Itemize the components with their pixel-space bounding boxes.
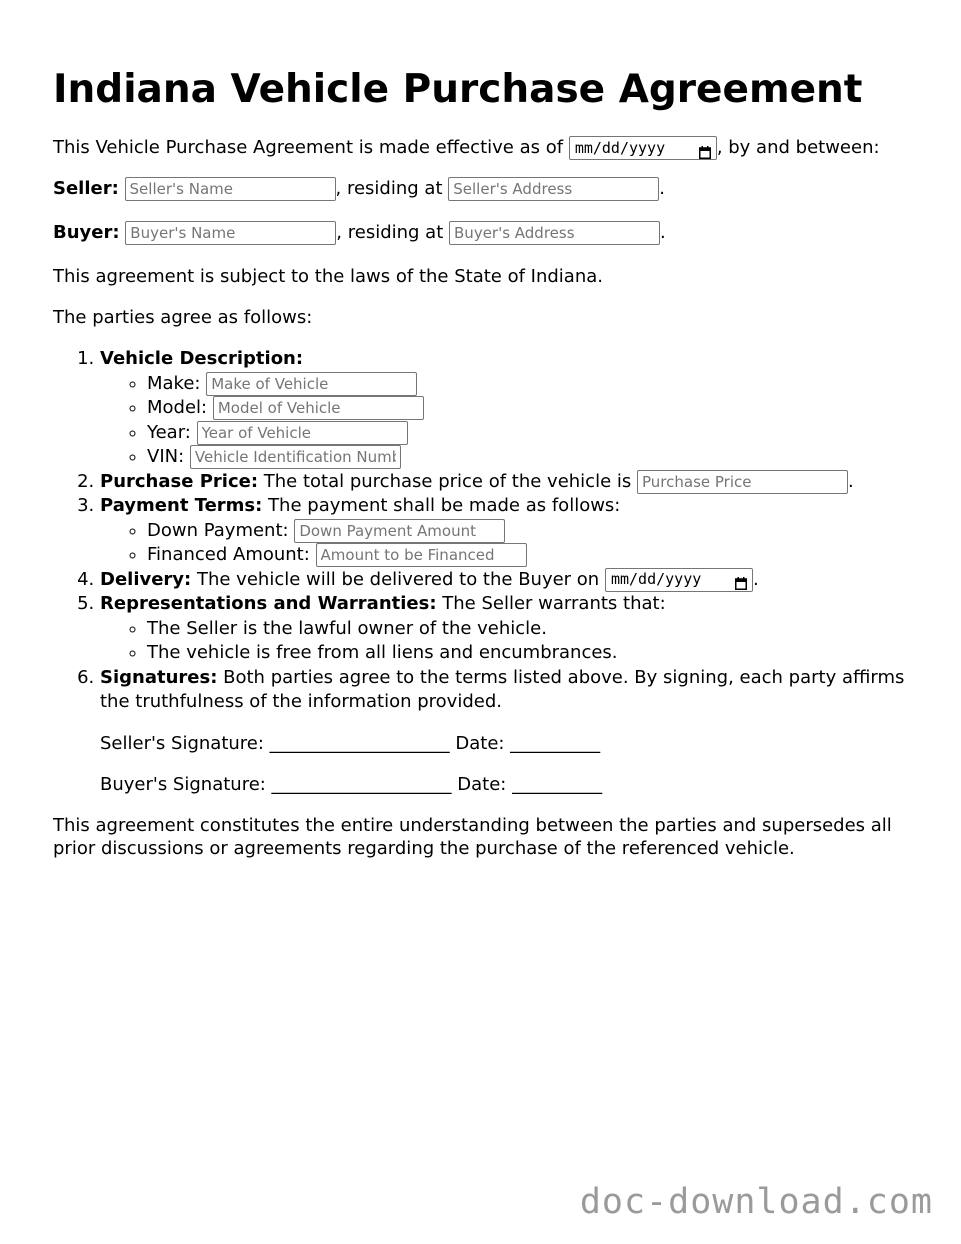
buyer-residing-text: , residing at [336, 222, 444, 243]
make-item [147, 372, 913, 397]
price-heading: Purchase Price: [100, 470, 259, 492]
section-payment-terms [100, 494, 913, 568]
warranties-list [100, 617, 913, 666]
delivery-date-placeholder: mm/dd/yyyy [610, 570, 702, 589]
seller-residing-text: , residing at [335, 178, 443, 199]
vin-item [147, 445, 913, 470]
page-title: Indiana Vehicle Purchase Agreement [53, 67, 863, 112]
warranties-heading: Representations and Warranties: [100, 593, 437, 614]
warranties-text: The Seller warrants that: [442, 593, 666, 614]
delivery-end: . [752, 568, 759, 590]
vin-input[interactable] [190, 445, 401, 469]
calendar-icon[interactable] [699, 142, 711, 155]
delivery-heading: Delivery: [100, 568, 192, 590]
seller-address-input[interactable] [448, 177, 659, 201]
closing-paragraph: This agreement constitutes the entire understanding between the parties and supersedes all prior discussions or agreements regarding the purchase of the referenced vehicle. [53, 814, 892, 859]
document [53, 66, 913, 860]
price-end: . [848, 470, 854, 492]
seller-name-input[interactable] [125, 177, 336, 201]
signatures-text: Both parties agree to the terms listed above. By signing, each party affirms the truthfulness of the information provided. [100, 666, 905, 712]
buyer-name-input[interactable] [125, 221, 336, 245]
down-payment-input[interactable] [294, 519, 505, 543]
buyer-address-input[interactable] [449, 221, 660, 245]
delivery-text: The vehicle will be delivered to the Buyer on [196, 568, 600, 590]
effective-date-input[interactable] [569, 136, 717, 160]
delivery-date-input[interactable] [605, 568, 753, 592]
down-payment-item [147, 519, 913, 544]
vehicle-heading: Vehicle Description: [100, 348, 304, 369]
payment-fields-list [100, 519, 913, 568]
seller-end: . [659, 178, 665, 199]
make-label: Make: [147, 372, 201, 394]
model-input[interactable] [213, 396, 424, 420]
buyer-line [53, 221, 913, 245]
warranty-item: ◦ The Seller is the lawful owner of the vehicle. [147, 617, 913, 642]
financed-amount-item [147, 543, 913, 568]
buyer-end: . [660, 222, 666, 243]
section-signatures [100, 666, 913, 797]
signatures-heading: Signatures: [100, 666, 218, 688]
section-delivery [100, 568, 913, 593]
seller-signature-line: Seller's Signature: ____________________ Date: __________ [100, 732, 601, 754]
intro-text: This Vehicle Purchase Agreement is made effective as of [53, 137, 564, 158]
section-vehicle-description [100, 347, 913, 470]
intro-paragraph [53, 136, 913, 160]
section-purchase-price [100, 470, 913, 495]
buyer-signature-line: Buyer's Signature: ____________________ Date: __________ [100, 773, 603, 795]
warranty-item: ◦ The vehicle is free from all liens and encumbrances. [147, 641, 913, 666]
model-label: Model: [147, 397, 208, 418]
agree-paragraph: The parties agree as follows: [53, 307, 313, 328]
payment-heading: Payment Terms: [100, 495, 263, 516]
financed-amount-input[interactable] [316, 543, 527, 567]
vin-label: VIN: [147, 446, 185, 467]
watermark: doc-download.com [579, 1182, 933, 1222]
year-item [147, 421, 913, 446]
down-payment-label: Down Payment: [147, 519, 289, 541]
seller-line [53, 177, 913, 201]
seller-label: Seller: [53, 178, 119, 199]
buyer-label: Buyer: [53, 222, 120, 243]
financed-amount-label: Financed Amount: [147, 544, 310, 565]
effective-date-placeholder: mm/dd/yyyy [574, 139, 666, 157]
signature-block [100, 732, 913, 797]
terms-list [53, 347, 913, 797]
make-input[interactable] [206, 372, 417, 396]
section-warranties [100, 592, 913, 666]
year-input[interactable] [197, 421, 408, 445]
law-paragraph: This agreement is subject to the laws of the State of Indiana. [53, 266, 603, 287]
model-item [147, 396, 913, 421]
purchase-price-input[interactable] [637, 470, 848, 494]
intro-text-after: , by and between: [716, 137, 880, 158]
vehicle-fields-list [100, 372, 913, 470]
price-text: The total purchase price of the vehicle is [263, 470, 632, 492]
payment-text: The payment shall be made as follows: [268, 495, 621, 516]
year-label: Year: [147, 421, 191, 443]
calendar-icon[interactable] [735, 573, 747, 586]
